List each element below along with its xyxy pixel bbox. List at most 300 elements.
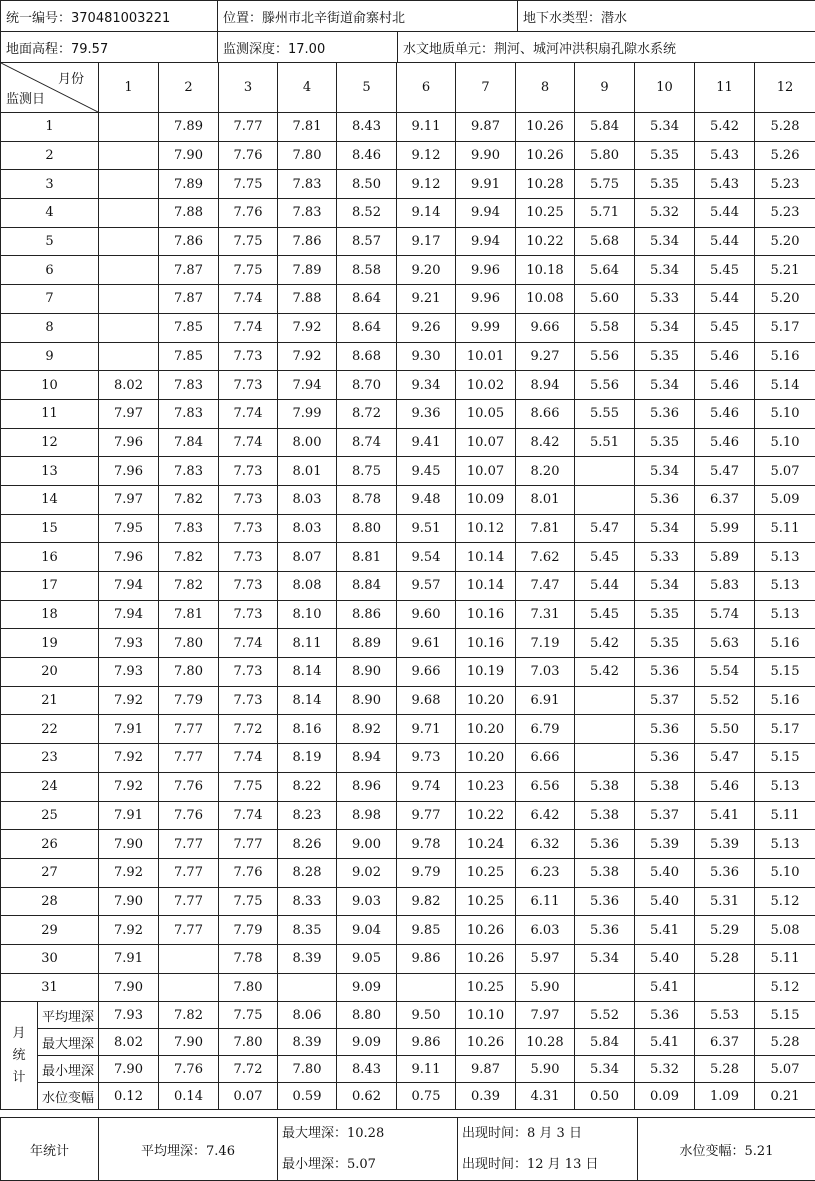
depth-cell: 5.83 [695,572,755,601]
depth-cell: 5.89 [695,543,755,572]
depth-cell: 9.91 [456,170,516,199]
depth-cell: 9.60 [397,600,456,629]
stat-value: 0.62 [337,1083,397,1110]
depth-cell: 8.28 [278,858,337,887]
depth-cell: 5.41 [635,973,695,1002]
depth-cell: 7.96 [99,543,159,572]
day-number: 8 [1,313,99,342]
month-axis-label: 月份 [58,68,84,87]
depth-cell [575,973,635,1002]
depth-cell: 7.73 [219,371,278,400]
depth-cell: 5.46 [695,371,755,400]
month-header: 6 [397,63,456,113]
depth-cell: 8.70 [337,371,397,400]
day-number: 25 [1,801,99,830]
depth-cell: 7.87 [159,285,219,314]
day-number: 4 [1,199,99,228]
depth-cell: 5.09 [755,485,815,514]
depth-cell: 7.77 [219,830,278,859]
depth-cell: 7.97 [99,399,159,428]
depth-cell: 7.84 [159,428,219,457]
depth-cell: 8.35 [278,916,337,945]
depth-cell: 8.64 [337,313,397,342]
depth-cell: 7.81 [516,514,575,543]
day-number: 12 [1,428,99,457]
stat-value: 10.26 [456,1029,516,1056]
depth-cell: 8.01 [516,485,575,514]
stat-value: 9.86 [397,1029,456,1056]
depth-cell: 8.75 [337,457,397,486]
depth-cell: 5.39 [695,830,755,859]
table-row [1,686,815,715]
depth-cell: 5.40 [635,944,695,973]
depth-cell: 5.13 [755,600,815,629]
table-row [1,801,815,830]
depth-cell: 9.11 [397,113,456,142]
stat-value: 5.36 [635,1002,695,1029]
depth-cell: 7.74 [219,285,278,314]
depth-cell: 5.54 [695,658,755,687]
depth-cell: 6.91 [516,686,575,715]
depth-cell: 8.50 [337,170,397,199]
stat-value: 0.12 [99,1083,159,1110]
depth-cell: 7.88 [278,285,337,314]
depth-cell: 7.94 [278,371,337,400]
depth-cell: 7.83 [159,514,219,543]
depth-cell: 7.81 [278,113,337,142]
stat-value: 9.09 [337,1029,397,1056]
depth-cell: 6.79 [516,715,575,744]
depth-cell: 9.36 [397,399,456,428]
day-number: 27 [1,858,99,887]
depth-cell: 5.41 [695,801,755,830]
table-row [1,572,815,601]
depth-cell: 5.45 [695,313,755,342]
depth-cell: 9.20 [397,256,456,285]
depth-cell: 7.76 [159,801,219,830]
table-row [1,916,815,945]
stat-value: 8.06 [278,1002,337,1029]
depth-cell: 5.58 [575,313,635,342]
depth-cell: 8.81 [337,543,397,572]
depth-cell: 5.75 [575,170,635,199]
month-header: 4 [278,63,337,113]
depth-cell: 5.13 [755,543,815,572]
month-header: 9 [575,63,635,113]
depth-cell: 7.92 [278,342,337,371]
depth-cell: 5.31 [695,887,755,916]
table-row [1,514,815,543]
table-row [1,227,815,256]
depth-cell: 5.44 [575,572,635,601]
table-row [1,772,815,801]
depth-cell: 8.16 [278,715,337,744]
depth-cell: 10.24 [456,830,516,859]
depth-cell: 5.36 [575,916,635,945]
day-number: 10 [1,371,99,400]
depth-cell: 9.26 [397,313,456,342]
depth-cell: 9.82 [397,887,456,916]
depth-cell: 9.61 [397,629,456,658]
depth-cell: 5.32 [635,199,695,228]
depth-cell: 7.62 [516,543,575,572]
table-row [1,199,815,228]
depth-cell: 5.44 [695,285,755,314]
depth-cell: 5.34 [635,313,695,342]
depth-cell: 7.77 [159,830,219,859]
depth-cell: 5.71 [575,199,635,228]
depth-cell: 6.03 [516,916,575,945]
depth-cell: 8.42 [516,428,575,457]
stat-value: 7.82 [159,1002,219,1029]
month-header: 10 [635,63,695,113]
depth-cell: 6.37 [695,485,755,514]
day-number: 20 [1,658,99,687]
depth-cell: 7.80 [159,629,219,658]
depth-cell: 5.47 [695,744,755,773]
depth-cell: 5.80 [575,141,635,170]
depth-cell: 5.12 [755,973,815,1002]
depth-cell: 5.45 [695,256,755,285]
depth-cell: 7.90 [99,830,159,859]
table-row [1,399,815,428]
depth-cell: 9.17 [397,227,456,256]
depth-cell: 5.36 [635,744,695,773]
depth-cell: 5.45 [575,543,635,572]
depth-cell: 7.85 [159,342,219,371]
stat-value: 5.07 [755,1056,815,1083]
depth-cell: 9.96 [456,285,516,314]
day-number: 26 [1,830,99,859]
depth-cell: 5.10 [755,399,815,428]
depth-cell: 5.38 [575,772,635,801]
depth-cell: 8.46 [337,141,397,170]
day-number: 19 [1,629,99,658]
depth-cell: 7.91 [99,715,159,744]
depth-cell: 9.85 [397,916,456,945]
monitoring-data-table [0,62,815,1110]
depth-cell: 7.73 [219,457,278,486]
depth-cell [278,973,337,1002]
groundwater-type: 地下水类型：潜水 [518,1,815,32]
stat-value: 0.75 [397,1083,456,1110]
station-info-table [0,0,815,63]
stat-value: 1.09 [695,1083,755,1110]
table-row [1,141,815,170]
day-number: 3 [1,170,99,199]
depth-cell: 7.89 [278,256,337,285]
depth-cell: 7.91 [99,944,159,973]
depth-cell: 5.11 [755,944,815,973]
day-number: 11 [1,399,99,428]
yearly-label: 年统计 [1,1118,99,1181]
depth-cell: 7.74 [219,744,278,773]
depth-cell [99,141,159,170]
depth-cell: 7.75 [219,256,278,285]
header-corner [1,63,99,113]
stat-value: 5.90 [516,1056,575,1083]
depth-cell: 6.56 [516,772,575,801]
depth-cell: 5.10 [755,428,815,457]
depth-cell: 7.96 [99,428,159,457]
stat-value: 5.52 [575,1002,635,1029]
depth-cell: 7.75 [219,170,278,199]
depth-cell: 6.32 [516,830,575,859]
depth-cell: 9.99 [456,313,516,342]
stat-value: 7.75 [219,1002,278,1029]
depth-cell: 7.75 [219,772,278,801]
depth-cell: 7.86 [159,227,219,256]
depth-cell: 5.29 [695,916,755,945]
depth-cell: 7.73 [219,572,278,601]
depth-cell: 8.98 [337,801,397,830]
depth-cell: 7.73 [219,514,278,543]
depth-cell: 7.74 [219,629,278,658]
depth-cell: 5.13 [755,772,815,801]
stat-value: 0.39 [456,1083,516,1110]
depth-cell [159,944,219,973]
depth-cell: 7.74 [219,313,278,342]
stat-value: 0.14 [159,1083,219,1110]
day-number: 21 [1,686,99,715]
depth-cell: 5.33 [635,543,695,572]
depth-cell: 7.73 [219,543,278,572]
depth-cell: 7.87 [159,256,219,285]
depth-cell: 9.34 [397,371,456,400]
depth-cell: 5.55 [575,399,635,428]
depth-cell: 8.03 [278,514,337,543]
stat-value: 9.11 [397,1056,456,1083]
depth-cell: 5.63 [695,629,755,658]
stat-value: 5.34 [575,1056,635,1083]
stat-label: 最小埋深 [38,1056,99,1083]
monitoring-depth: 监测深度：17.00 [218,32,398,63]
depth-cell [159,973,219,1002]
depth-cell: 7.72 [219,715,278,744]
day-number: 16 [1,543,99,572]
depth-cell: 5.99 [695,514,755,543]
stat-value: 7.93 [99,1002,159,1029]
depth-cell: 5.43 [695,170,755,199]
depth-cell: 10.14 [456,543,516,572]
depth-cell: 7.76 [219,141,278,170]
depth-cell: 5.16 [755,342,815,371]
day-number: 24 [1,772,99,801]
day-number: 18 [1,600,99,629]
table-row [1,887,815,916]
depth-cell: 10.25 [456,858,516,887]
depth-cell: 7.82 [159,543,219,572]
depth-cell: 8.22 [278,772,337,801]
stat-value: 10.28 [516,1029,575,1056]
depth-cell: 5.36 [575,830,635,859]
depth-cell: 7.82 [159,485,219,514]
table-row [1,744,815,773]
depth-cell: 9.94 [456,227,516,256]
depth-cell: 7.99 [278,399,337,428]
depth-cell: 5.23 [755,199,815,228]
depth-cell: 5.40 [635,887,695,916]
depth-cell: 5.12 [755,887,815,916]
depth-cell: 9.74 [397,772,456,801]
depth-cell: 8.33 [278,887,337,916]
depth-cell: 9.30 [397,342,456,371]
depth-cell: 8.80 [337,514,397,543]
depth-cell [575,457,635,486]
depth-cell: 5.46 [695,772,755,801]
depth-cell: 7.96 [99,457,159,486]
depth-cell: 5.51 [575,428,635,457]
depth-cell: 10.26 [456,916,516,945]
stat-value: 8.43 [337,1056,397,1083]
depth-cell: 10.16 [456,600,516,629]
depth-cell: 10.20 [456,686,516,715]
table-row [1,1029,815,1056]
depth-cell: 5.36 [635,485,695,514]
table-row [1,658,815,687]
depth-cell: 8.10 [278,600,337,629]
depth-cell: 8.58 [337,256,397,285]
depth-cell: 7.89 [159,113,219,142]
depth-cell: 7.77 [159,715,219,744]
day-axis-label: 监测日 [6,88,45,107]
depth-cell: 5.34 [635,256,695,285]
depth-cell: 8.90 [337,686,397,715]
depth-cell: 7.81 [159,600,219,629]
depth-cell: 9.04 [337,916,397,945]
depth-cell: 9.41 [397,428,456,457]
depth-cell: 5.42 [575,658,635,687]
depth-cell: 5.90 [516,973,575,1002]
depth-cell: 7.74 [219,428,278,457]
depth-cell: 5.44 [695,227,755,256]
depth-cell: 8.08 [278,572,337,601]
depth-cell: 9.68 [397,686,456,715]
depth-cell: 5.52 [695,686,755,715]
depth-cell: 8.39 [278,944,337,973]
depth-cell: 5.41 [635,916,695,945]
depth-cell: 5.47 [695,457,755,486]
depth-cell: 8.78 [337,485,397,514]
depth-cell: 8.66 [516,399,575,428]
depth-cell: 7.77 [159,916,219,945]
depth-cell: 7.83 [159,457,219,486]
depth-cell: 8.84 [337,572,397,601]
table-row [1,1056,815,1083]
stat-value: 8.02 [99,1029,159,1056]
depth-cell: 5.35 [635,170,695,199]
depth-cell: 7.97 [99,485,159,514]
depth-cell: 9.94 [456,199,516,228]
depth-cell: 9.96 [456,256,516,285]
depth-cell [99,256,159,285]
depth-cell: 5.38 [635,772,695,801]
depth-cell: 7.03 [516,658,575,687]
depth-cell: 5.60 [575,285,635,314]
depth-cell: 10.08 [516,285,575,314]
depth-cell: 7.95 [99,514,159,543]
depth-cell [695,973,755,1002]
depth-cell: 7.90 [99,887,159,916]
depth-cell: 6.11 [516,887,575,916]
depth-cell: 5.28 [755,113,815,142]
depth-cell: 7.79 [159,686,219,715]
table-row [1,858,815,887]
depth-cell: 7.93 [99,629,159,658]
depth-cell: 7.73 [219,342,278,371]
table-row [1,113,815,142]
depth-cell: 8.43 [337,113,397,142]
depth-cell: 7.73 [219,686,278,715]
depth-cell: 10.05 [456,399,516,428]
depth-cell: 5.33 [635,285,695,314]
depth-cell: 9.27 [516,342,575,371]
depth-cell: 9.21 [397,285,456,314]
depth-cell: 8.72 [337,399,397,428]
depth-cell: 5.68 [575,227,635,256]
depth-cell: 7.75 [219,887,278,916]
depth-cell: 9.14 [397,199,456,228]
depth-cell: 5.43 [695,141,755,170]
monthly-stat-group-label: 月 统 计 [1,1002,38,1110]
depth-cell: 7.92 [99,858,159,887]
day-number: 29 [1,916,99,945]
depth-cell [99,285,159,314]
depth-cell: 5.35 [635,600,695,629]
depth-cell: 5.35 [635,141,695,170]
yearly-max-depth: 最大埋深：10.28 [282,1118,457,1149]
depth-cell: 7.77 [159,887,219,916]
depth-cell: 10.25 [456,887,516,916]
depth-cell: 7.90 [159,141,219,170]
depth-cell: 5.34 [635,457,695,486]
depth-cell: 7.74 [219,801,278,830]
depth-cell: 5.42 [695,113,755,142]
depth-cell: 5.26 [755,141,815,170]
depth-cell: 5.14 [755,371,815,400]
depth-cell: 5.64 [575,256,635,285]
stat-value: 7.80 [219,1029,278,1056]
day-number: 22 [1,715,99,744]
depth-cell: 5.34 [575,944,635,973]
depth-cell: 7.88 [159,199,219,228]
depth-cell: 7.74 [219,399,278,428]
depth-cell: 7.91 [99,801,159,830]
stat-value: 9.50 [397,1002,456,1029]
day-number: 31 [1,973,99,1002]
depth-cell: 5.56 [575,371,635,400]
yearly-extremes [278,1118,458,1181]
stat-value: 5.32 [635,1056,695,1083]
stat-value: 0.07 [219,1083,278,1110]
depth-cell [99,227,159,256]
depth-cell: 7.75 [219,227,278,256]
depth-cell: 10.26 [516,141,575,170]
depth-cell: 5.39 [635,830,695,859]
depth-cell: 10.28 [516,170,575,199]
depth-cell: 8.14 [278,686,337,715]
depth-cell [99,199,159,228]
depth-cell: 5.35 [635,629,695,658]
depth-cell: 9.09 [337,973,397,1002]
yearly-average-depth: 平均埋深：7.46 [99,1118,278,1181]
stat-value: 8.80 [337,1002,397,1029]
stat-value: 7.76 [159,1056,219,1083]
depth-cell: 9.57 [397,572,456,601]
depth-cell: 10.20 [456,744,516,773]
table-row [1,830,815,859]
depth-cell: 5.16 [755,629,815,658]
